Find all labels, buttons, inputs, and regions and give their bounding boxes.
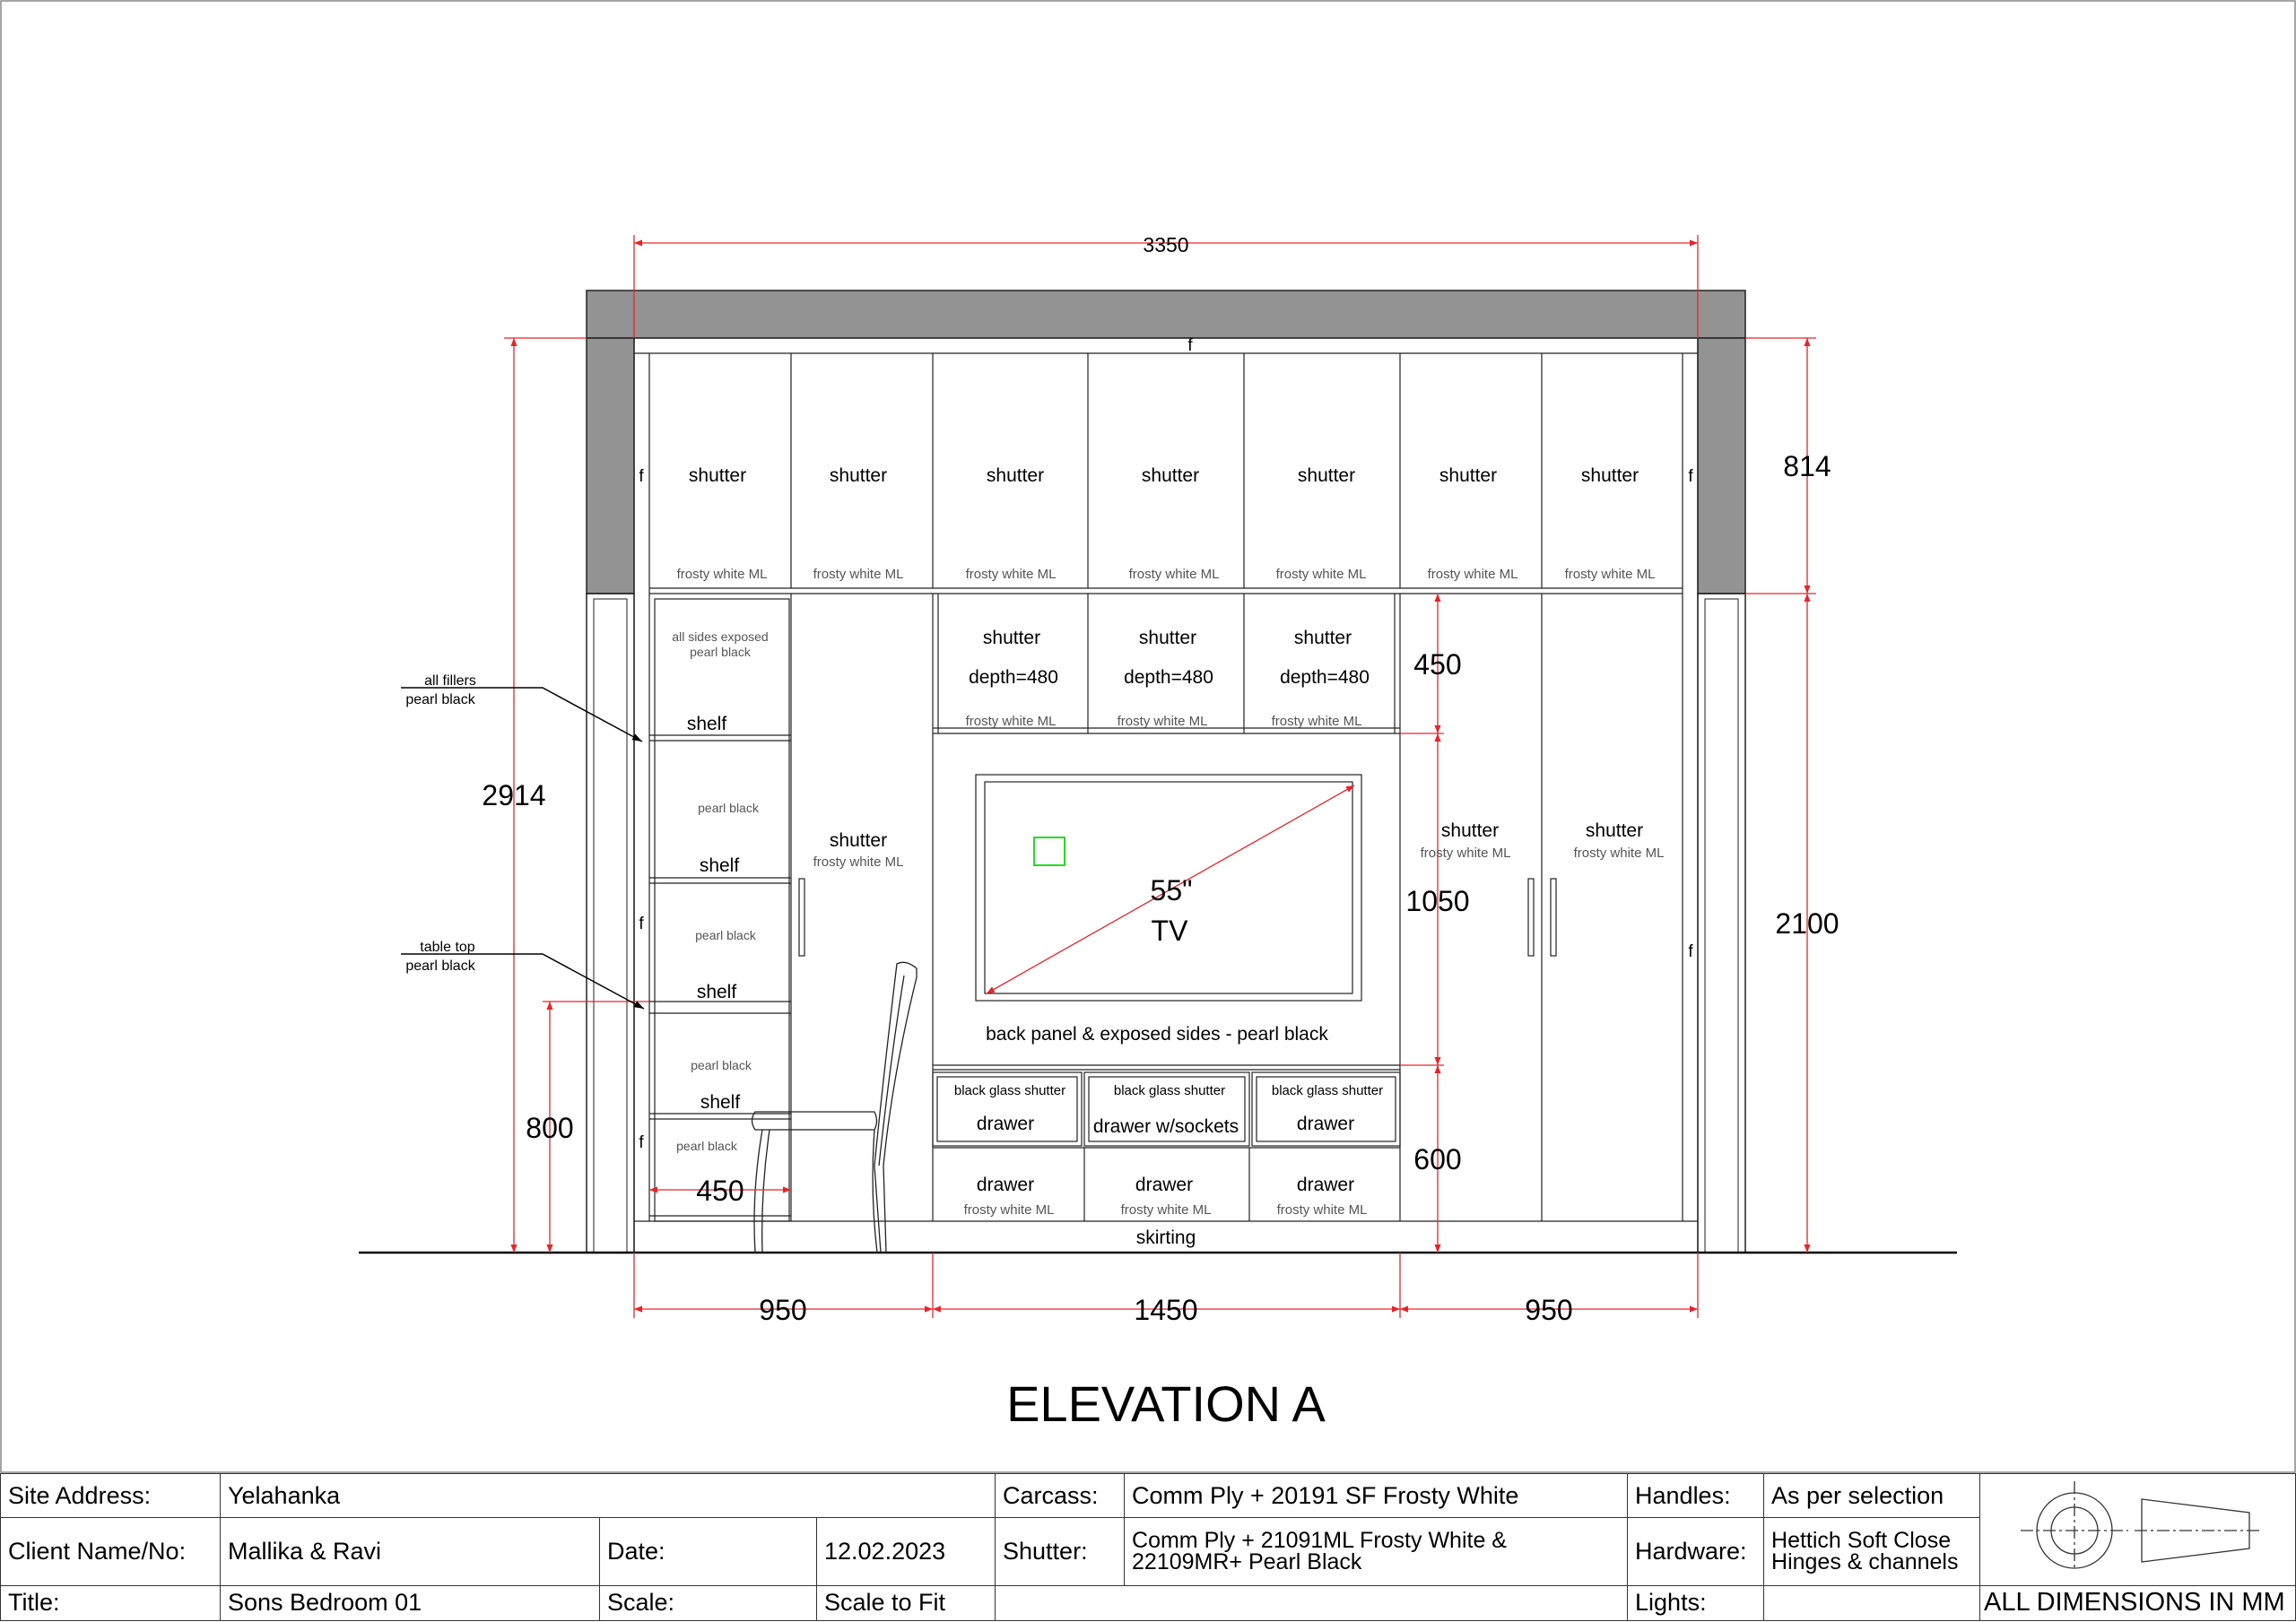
scale-label: Scale: xyxy=(600,1585,817,1620)
shelf-finish-label: pearl black xyxy=(698,801,759,815)
carcass-label: Carcass: xyxy=(996,1474,1125,1518)
dim-tv-zone: 1050 xyxy=(1405,885,1470,917)
skirting-label: skirting xyxy=(1135,1227,1196,1248)
scale-value: Scale to Fit xyxy=(817,1585,996,1620)
shutter-label: Shutter: xyxy=(996,1518,1125,1585)
wardrobe-shutter-label: shutter xyxy=(1585,820,1644,841)
dim-tv-lower: 600 xyxy=(1413,1143,1462,1175)
all-dimensions-note: ALL DIMENSIONS IN MM xyxy=(1980,1585,2296,1620)
filler-left-1: f xyxy=(639,467,644,486)
tv-upper-finish: frosty white ML xyxy=(1117,714,1208,729)
site-address-label: Site Address: xyxy=(1,1474,221,1518)
loft-finish-label: frosty white ML xyxy=(1128,567,1220,582)
hardware-value-line1: Hettich Soft Close xyxy=(1771,1528,1952,1554)
tv-size-label: 55" xyxy=(1150,874,1193,906)
dim-lower-height: 2100 xyxy=(1775,907,1839,940)
back-panel-label: back panel & exposed sides - pearl black xyxy=(986,1024,1328,1045)
drawer-finish: frosty white ML xyxy=(1276,1202,1368,1218)
callout-fillers: all fillers xyxy=(424,673,476,689)
tv-upper-finish: frosty white ML xyxy=(965,714,1057,729)
shelf-label: shelf xyxy=(696,982,737,1002)
client-value: Mallika & Ravi xyxy=(221,1518,600,1585)
loft-finish-label: frosty white ML xyxy=(1427,567,1518,582)
handles-value: As per selection xyxy=(1764,1474,1980,1518)
callout-tabletop: pearl black xyxy=(405,958,475,974)
dim-bottom-right: 950 xyxy=(1525,1294,1573,1326)
shutter-value-line1: Comm Ply + 21091ML Frosty White & xyxy=(1132,1528,1507,1554)
tv-upper-depth: depth=480 xyxy=(969,667,1058,688)
drawing-title: ELEVATION A xyxy=(1006,1375,1326,1432)
loft-shutter-label: shutter xyxy=(1297,465,1356,486)
loft-finish-label: frosty white ML xyxy=(813,567,904,582)
lights-value xyxy=(1764,1585,1980,1620)
wall-structure xyxy=(587,291,1745,1253)
drawer-sockets-label: drawer w/sockets xyxy=(1092,1116,1239,1137)
shelf-finish-label: pearl black xyxy=(690,645,751,659)
tall-shutter-label: shutter xyxy=(829,830,888,851)
dim-table-depth: 450 xyxy=(696,1175,744,1207)
drawer-label: drawer xyxy=(1296,1114,1355,1134)
loft-finish-label: frosty white ML xyxy=(965,567,1057,582)
dim-overall-height: 2914 xyxy=(482,779,546,811)
dim-loft-height: 814 xyxy=(1783,450,1831,482)
glass-shutter-label: black glass shutter xyxy=(1113,1083,1226,1098)
drawer-finish: frosty white ML xyxy=(1120,1202,1212,1218)
tv-upper-finish: frosty white ML xyxy=(1271,714,1362,729)
dim-bottom-left: 950 xyxy=(759,1294,807,1326)
filler-left-3: f xyxy=(639,1133,644,1152)
filler-left-2: f xyxy=(639,915,644,933)
tall-shutter-finish: frosty white ML xyxy=(813,854,904,870)
loft-shutter-label: shutter xyxy=(829,465,888,486)
shelf-finish-label: pearl black xyxy=(695,928,756,942)
third-angle-projection-icon xyxy=(1980,1481,2276,1571)
callout-tabletop: table top xyxy=(420,940,475,955)
dimension-lines xyxy=(504,235,1816,1318)
loft-shutter-label: shutter xyxy=(1141,465,1200,486)
tv-upper-depth: depth=480 xyxy=(1280,667,1370,688)
dim-overall-width: 3350 xyxy=(1143,233,1189,256)
client-label: Client Name/No: xyxy=(1,1518,221,1585)
date-label: Date: xyxy=(600,1518,817,1585)
shelf-finish-label: pearl black xyxy=(691,1058,752,1072)
filler-right-2: f xyxy=(1688,942,1693,961)
blank-cell xyxy=(996,1585,1628,1620)
filler-top: f xyxy=(1187,336,1193,355)
hardware-value-line2: Hinges & channels xyxy=(1771,1549,1959,1575)
dim-tv-upper: 450 xyxy=(1413,648,1462,681)
shutter-value xyxy=(1125,1518,1628,1585)
tv-upper-shutter: shutter xyxy=(1138,628,1197,648)
lights-label: Lights: xyxy=(1628,1585,1764,1620)
tv-upper-shutter: shutter xyxy=(982,628,1041,648)
loft-finish-label: frosty white ML xyxy=(676,567,768,582)
shelf-label: shelf xyxy=(700,1092,741,1113)
loft-shutter-label: shutter xyxy=(1439,465,1498,486)
tv-upper-depth: depth=480 xyxy=(1124,667,1213,688)
drawer-label: drawer xyxy=(976,1114,1035,1134)
tv-upper-shutter: shutter xyxy=(1293,628,1352,648)
shelf-finish-label: pearl black xyxy=(676,1139,737,1153)
drawer-label: drawer xyxy=(1296,1175,1355,1195)
drawer-label: drawer xyxy=(976,1175,1035,1195)
callout-fillers: pearl black xyxy=(405,692,475,707)
dim-bottom-mid: 1450 xyxy=(1134,1294,1198,1326)
title-block xyxy=(0,1473,2296,1622)
dim-table-height: 800 xyxy=(526,1112,574,1144)
wardrobe-finish: frosty white ML xyxy=(1420,846,1511,861)
loft-shutter-label: shutter xyxy=(986,465,1045,486)
wardrobe-shutter-label: shutter xyxy=(1440,820,1500,841)
drawer-finish: frosty white ML xyxy=(963,1202,1055,1218)
loft-shutter-label: shutter xyxy=(1580,465,1639,486)
title-value: Sons Bedroom 01 xyxy=(221,1585,600,1620)
loft-shutter-label: shutter xyxy=(688,465,747,486)
handles-label: Handles: xyxy=(1628,1474,1764,1518)
shelf-finish-label: all sides exposed xyxy=(672,629,769,644)
glass-shutter-label: black glass shutter xyxy=(1271,1083,1384,1098)
filler-right-1: f xyxy=(1688,467,1693,486)
site-address-value: Yelahanka xyxy=(221,1474,996,1518)
projection-symbol xyxy=(1980,1474,2296,1586)
loft-finish-label: frosty white ML xyxy=(1564,567,1656,582)
carcass-value: Comm Ply + 20191 SF Frosty White xyxy=(1125,1474,1628,1518)
hardware-value xyxy=(1764,1518,1980,1585)
hardware-label: Hardware: xyxy=(1628,1518,1764,1585)
shelf-label: shelf xyxy=(699,855,740,876)
shutter-value-line2: 22109MR+ Pearl Black xyxy=(1132,1549,1362,1575)
glass-shutter-label: black glass shutter xyxy=(953,1083,1066,1098)
green-marker xyxy=(1034,837,1065,865)
shelf-label: shelf xyxy=(686,714,727,734)
chair-drawing xyxy=(752,962,918,1253)
tv-label: TV xyxy=(1151,915,1188,947)
drawer-label: drawer xyxy=(1135,1175,1194,1195)
wardrobe-finish: frosty white ML xyxy=(1573,846,1665,861)
loft-finish-label: frosty white ML xyxy=(1275,567,1367,582)
title-label: Title: xyxy=(1,1585,221,1620)
date-value: 12.02.2023 xyxy=(817,1518,996,1585)
